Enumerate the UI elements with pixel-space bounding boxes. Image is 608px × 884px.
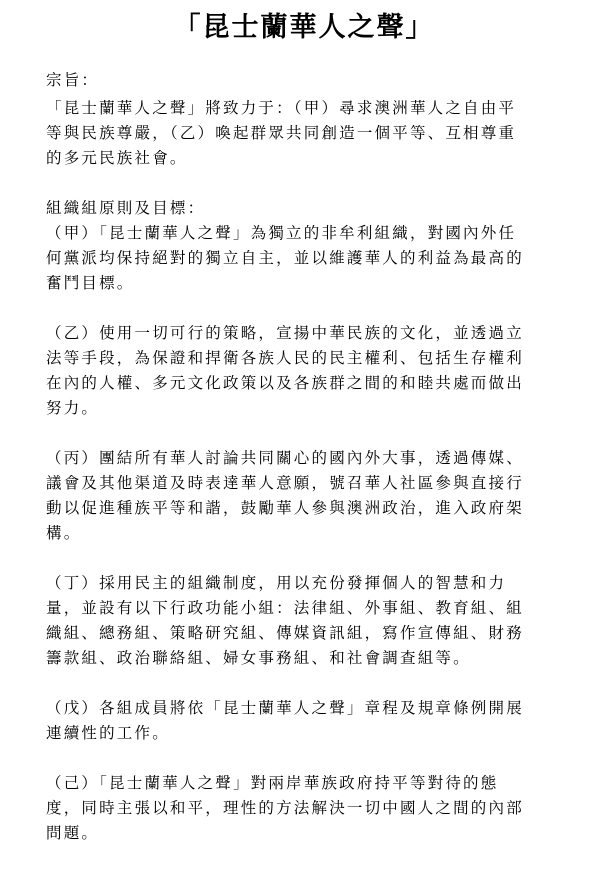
principle-line: （戊）各組成員將依「昆士蘭華人之聲」章程及規章條例開展 [46, 699, 524, 717]
principle-line: 議會及其他渠道及時表達華人意願，號召華人社區參與直接行 [46, 474, 524, 492]
principle-line: 問題。 [46, 824, 100, 842]
purpose-line: 「昆士蘭華人之聲」將致力于：（甲）尋求澳洲華人之自由平 [46, 99, 517, 117]
principle-line: 織組、總務組、策略研究組、傳媒資訊組，寫作宣傳組、財務 [46, 624, 524, 642]
principle-line: 動以促進種族平等和諧，鼓勵華人參與澳洲政治，進入政府架 [46, 499, 524, 517]
principle-line: （己）「昆士蘭華人之聲」對兩岸華族政府持平等對待的態 [46, 774, 499, 792]
principle-line: 籌款組、政治聯絡組、婦女事務組、和社會調查組等。 [46, 649, 471, 667]
purpose-line: 等與民族尊嚴，（乙）喚起群眾共同創造一個平等、互相尊重 [46, 124, 517, 142]
principle-line: 努力。 [46, 399, 100, 417]
principle-line: 奮鬥目標。 [46, 274, 135, 292]
principle-line: 連續性的工作。 [46, 724, 170, 742]
principle-line: （乙）使用一切可行的策略，宣揚中華民族的文化，並透過立 [46, 324, 524, 342]
principle-line: 量，並設有以下行政功能小組：法律組、外事組、教育組、組 [46, 599, 524, 617]
principle-line: 法等手段，為保證和捍衛各族人民的民主權利、包括生存權利 [46, 349, 524, 367]
principle-line: 度，同時主張以和平，理性的方法解決一切中國人之間的內部 [46, 799, 524, 817]
purpose-heading: 宗旨： [46, 71, 100, 89]
principle-line: （甲）「昆士蘭華人之聲」為獨立的非牟利組織，對國內外任 [46, 224, 517, 242]
principle-line: 構。 [46, 524, 82, 542]
principle-line: 何黨派均保持絕對的獨立自主，並以維護華人的利益為最高的 [46, 249, 524, 267]
purpose-line: 的多元民族社會。 [46, 149, 188, 167]
document-title: 「昆士蘭華人之聲」 [173, 12, 435, 43]
principle-line: （丙）團結所有華人討論共同關心的國內外大事，透過傳媒、 [46, 449, 524, 467]
principles-heading: 組織組原則及目標： [46, 199, 206, 217]
principle-line: （丁）採用民主的組織制度，用以充份發揮個人的智慧和力 [46, 574, 507, 592]
principle-line: 在內的人權、多元文化政策以及各族群之間的和睦共處而做出 [46, 374, 524, 392]
